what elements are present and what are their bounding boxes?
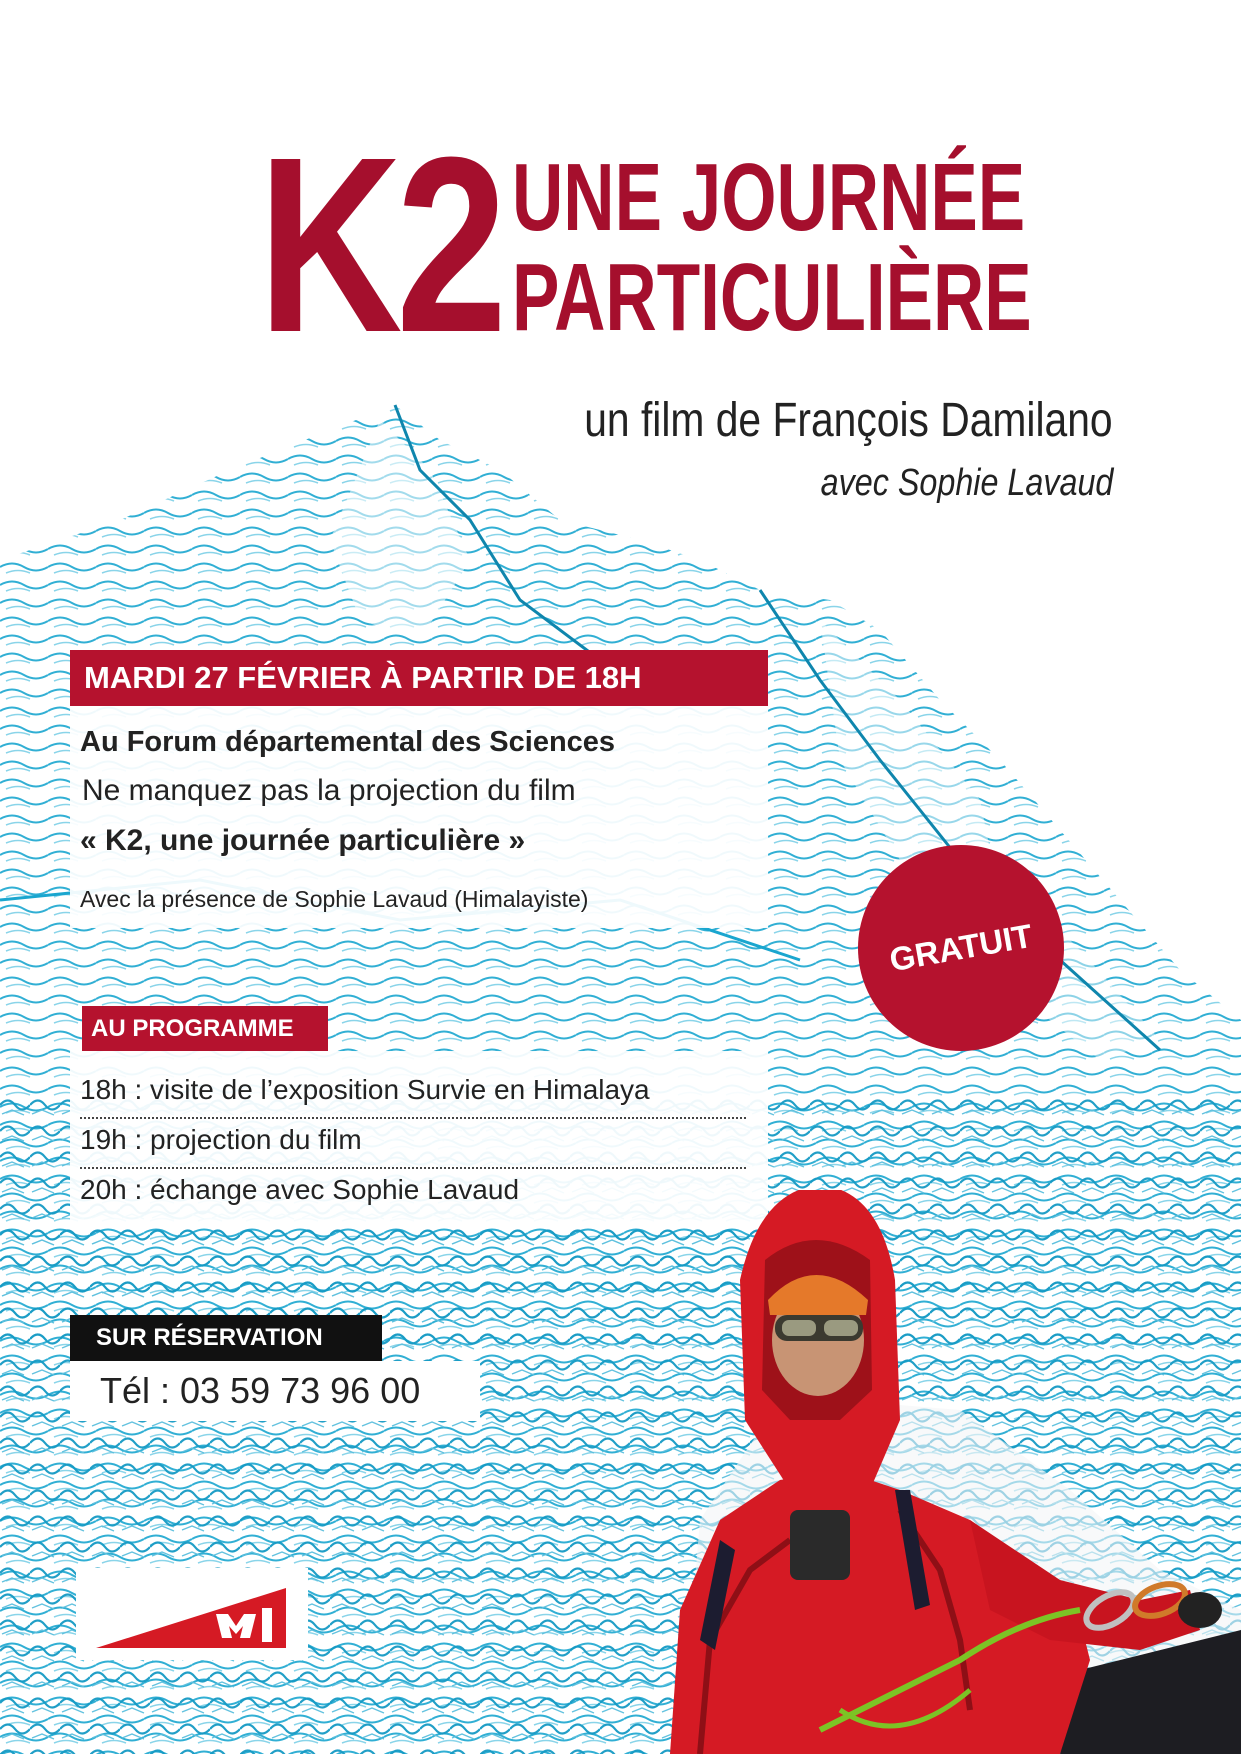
projection-text: Ne manquez pas la projection du film xyxy=(82,774,576,807)
millet-logo xyxy=(76,1568,308,1660)
director-credit: un film de François Damilano xyxy=(584,394,1113,447)
program-item: 18h : visite de l’exposition Survie en Himalaya xyxy=(80,1067,746,1119)
cast-credit: avec Sophie Lavaud xyxy=(820,462,1113,504)
free-badge xyxy=(858,845,1064,1051)
free-badge-label: GRATUIT xyxy=(886,916,1036,979)
date-banner: MARDI 27 FÉVRIER À PARTIR DE 18H xyxy=(70,650,768,706)
venue-text: Au Forum départemental des Sciences xyxy=(80,726,616,758)
reservation-heading: SUR RÉSERVATION xyxy=(70,1315,382,1361)
title-line-2: PARTICULIÈRE xyxy=(512,244,1032,351)
film-title-text: « K2, une journée particulière » xyxy=(80,824,526,857)
presence-text: Avec la présence de Sophie Lavaud (Himalayiste) xyxy=(80,886,589,912)
title-k2: K2 xyxy=(258,105,501,384)
event-info-box xyxy=(70,706,768,928)
program-item: 20h : échange avec Sophie Lavaud xyxy=(80,1174,520,1205)
program-item: 19h : projection du film xyxy=(80,1117,746,1169)
program-heading: AU PROGRAMME xyxy=(82,1006,328,1051)
climber-photo xyxy=(640,1190,1241,1754)
phone-box xyxy=(70,1361,480,1421)
phone-number: Tél : 03 59 73 96 00 xyxy=(100,1370,421,1411)
millet-logo-icon xyxy=(76,1568,308,1660)
title-line-1: UNE JOURNÉE xyxy=(512,144,1026,251)
